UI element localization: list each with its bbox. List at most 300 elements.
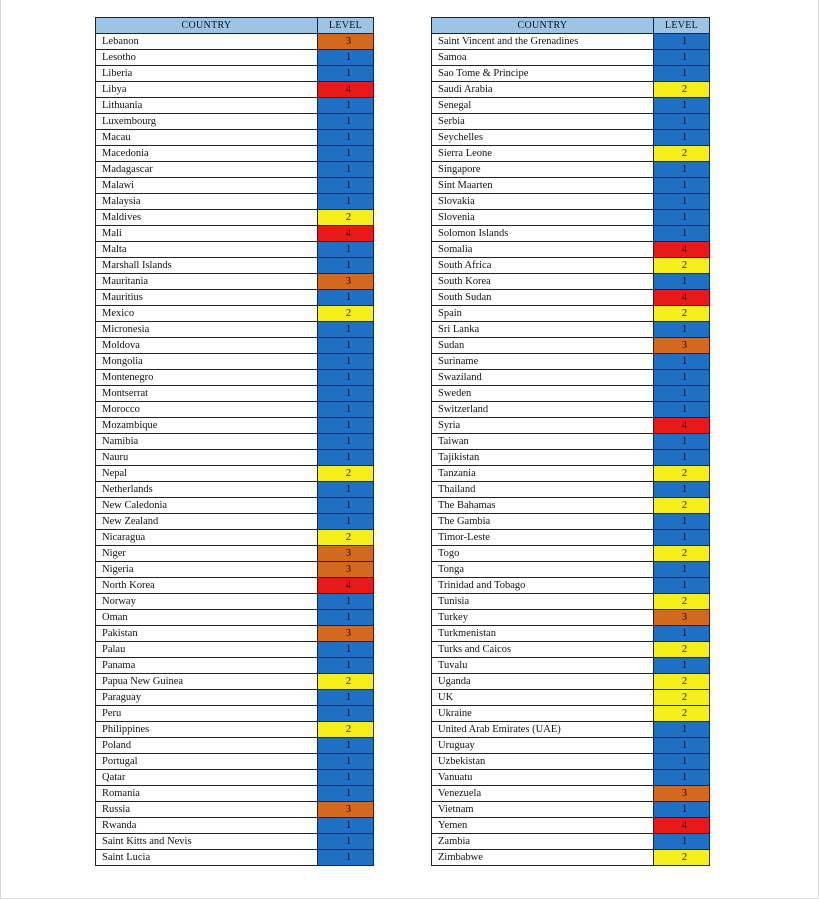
table-row (96, 786, 374, 802)
table-row (432, 482, 710, 498)
country-cell: Rwanda (96, 818, 318, 834)
table-row (432, 322, 710, 338)
level-cell: 2 (654, 690, 710, 706)
level-cell: 1 (654, 434, 710, 450)
level-cell: 1 (318, 594, 374, 610)
country-cell: Liberia (96, 66, 318, 82)
country-cell: Venezuela (432, 786, 654, 802)
country-cell: Namibia (96, 434, 318, 450)
table-row (96, 482, 374, 498)
table-row (432, 738, 710, 754)
table-row (432, 434, 710, 450)
level-cell: 1 (318, 98, 374, 114)
country-cell: Sudan (432, 338, 654, 354)
table-row (432, 66, 710, 82)
country-level-table-left (95, 17, 374, 866)
level-cell: 1 (318, 434, 374, 450)
table-row (432, 450, 710, 466)
country-cell: Suriname (432, 354, 654, 370)
level-column-header: LEVEL (318, 18, 374, 34)
level-cell: 1 (318, 482, 374, 498)
country-cell: North Korea (96, 578, 318, 594)
table-row (432, 498, 710, 514)
table-row (432, 626, 710, 642)
level-cell: 1 (318, 786, 374, 802)
table-row (432, 770, 710, 786)
country-cell: Marshall Islands (96, 258, 318, 274)
level-cell: 1 (318, 194, 374, 210)
table-row (432, 514, 710, 530)
table-row (432, 834, 710, 850)
table-row (432, 690, 710, 706)
level-cell: 2 (654, 594, 710, 610)
level-cell: 2 (318, 722, 374, 738)
country-level-table-right (431, 17, 710, 866)
country-cell: Malta (96, 242, 318, 258)
table-row (96, 802, 374, 818)
table-row (432, 370, 710, 386)
country-cell: Mozambique (96, 418, 318, 434)
table-row (96, 834, 374, 850)
country-cell: Saint Vincent and the Grenadines (432, 34, 654, 50)
level-cell: 1 (318, 850, 374, 866)
level-cell: 1 (318, 642, 374, 658)
country-cell: Mongolia (96, 354, 318, 370)
table-row (96, 498, 374, 514)
country-cell: Niger (96, 546, 318, 562)
level-cell: 1 (654, 322, 710, 338)
table-row (432, 338, 710, 354)
level-cell: 1 (654, 482, 710, 498)
country-cell: Nepal (96, 466, 318, 482)
table-row (96, 82, 374, 98)
table-row (96, 562, 374, 578)
level-cell: 1 (318, 658, 374, 674)
table-row (96, 754, 374, 770)
table-row (432, 82, 710, 98)
country-cell: New Zealand (96, 514, 318, 530)
country-cell: Russia (96, 802, 318, 818)
country-cell: Uzbekistan (432, 754, 654, 770)
country-cell: Lesotho (96, 50, 318, 66)
country-cell: Macau (96, 130, 318, 146)
level-cell: 1 (654, 658, 710, 674)
level-cell: 1 (318, 498, 374, 514)
country-cell: Saint Kitts and Nevis (96, 834, 318, 850)
table-row (96, 322, 374, 338)
country-cell: Tonga (432, 562, 654, 578)
level-cell: 2 (318, 530, 374, 546)
country-cell: Zambia (432, 834, 654, 850)
level-cell: 3 (318, 802, 374, 818)
level-cell: 1 (318, 690, 374, 706)
level-cell: 1 (654, 274, 710, 290)
level-cell: 3 (654, 338, 710, 354)
country-cell: Tunisia (432, 594, 654, 610)
country-cell: Portugal (96, 754, 318, 770)
country-cell: Zimbabwe (432, 850, 654, 866)
table-row (432, 722, 710, 738)
level-cell: 1 (654, 66, 710, 82)
level-cell: 1 (654, 178, 710, 194)
table-row (96, 402, 374, 418)
level-cell: 2 (654, 466, 710, 482)
level-cell: 1 (318, 354, 374, 370)
table-row (96, 674, 374, 690)
table-row (96, 610, 374, 626)
level-cell: 1 (654, 370, 710, 386)
level-cell: 1 (318, 754, 374, 770)
country-cell: Montserrat (96, 386, 318, 402)
level-cell: 1 (318, 706, 374, 722)
level-cell: 3 (318, 562, 374, 578)
table-row (96, 434, 374, 450)
country-cell: Turkey (432, 610, 654, 626)
level-cell: 1 (318, 834, 374, 850)
level-cell: 1 (318, 50, 374, 66)
level-cell: 4 (318, 578, 374, 594)
level-cell: 2 (654, 850, 710, 866)
country-cell: Netherlands (96, 482, 318, 498)
table-row (432, 306, 710, 322)
country-cell: South Korea (432, 274, 654, 290)
table-row (96, 290, 374, 306)
level-cell: 1 (654, 210, 710, 226)
table-row (96, 850, 374, 866)
table-row (96, 386, 374, 402)
table-row (96, 338, 374, 354)
table-row (96, 194, 374, 210)
level-cell: 1 (318, 738, 374, 754)
country-cell: Sint Maarten (432, 178, 654, 194)
country-cell: Serbia (432, 114, 654, 130)
level-cell: 1 (654, 226, 710, 242)
level-cell: 1 (318, 402, 374, 418)
level-cell: 1 (318, 418, 374, 434)
level-cell: 1 (318, 610, 374, 626)
level-cell: 1 (654, 194, 710, 210)
level-cell: 3 (318, 626, 374, 642)
country-cell: Uruguay (432, 738, 654, 754)
table-row (96, 594, 374, 610)
table-row (96, 738, 374, 754)
level-cell: 1 (318, 258, 374, 274)
table-row (96, 658, 374, 674)
country-cell: Palau (96, 642, 318, 658)
level-cell: 2 (318, 674, 374, 690)
table-row (432, 786, 710, 802)
table-row (432, 594, 710, 610)
table-row (96, 146, 374, 162)
table-row (432, 146, 710, 162)
table-row (96, 274, 374, 290)
level-cell: 1 (654, 402, 710, 418)
country-cell: Malaysia (96, 194, 318, 210)
table-row (96, 34, 374, 50)
country-cell: Montenegro (96, 370, 318, 386)
country-cell: Madagascar (96, 162, 318, 178)
country-cell: Somalia (432, 242, 654, 258)
country-cell: Swaziland (432, 370, 654, 386)
level-cell: 1 (654, 802, 710, 818)
table-row (96, 354, 374, 370)
level-cell: 2 (654, 146, 710, 162)
table-row (96, 178, 374, 194)
country-cell: Turks and Caicos (432, 642, 654, 658)
country-cell: Papua New Guinea (96, 674, 318, 690)
country-cell: Macedonia (96, 146, 318, 162)
country-cell: Nigeria (96, 562, 318, 578)
country-cell: Lithuania (96, 98, 318, 114)
country-cell: UK (432, 690, 654, 706)
country-cell: Paraguay (96, 690, 318, 706)
country-cell: Solomon Islands (432, 226, 654, 242)
level-cell: 1 (654, 514, 710, 530)
level-cell: 1 (654, 626, 710, 642)
table-row (432, 546, 710, 562)
table-row (96, 818, 374, 834)
table-body (432, 34, 710, 866)
table-row (432, 818, 710, 834)
level-cell: 1 (318, 338, 374, 354)
country-cell: Sweden (432, 386, 654, 402)
country-cell: Micronesia (96, 322, 318, 338)
level-cell: 2 (318, 306, 374, 322)
level-cell: 2 (654, 674, 710, 690)
level-cell: 1 (318, 66, 374, 82)
level-cell: 3 (318, 34, 374, 50)
level-cell: 1 (654, 162, 710, 178)
country-cell: Tuvalu (432, 658, 654, 674)
country-cell: The Gambia (432, 514, 654, 530)
country-cell: Mexico (96, 306, 318, 322)
country-cell: Pakistan (96, 626, 318, 642)
country-cell: Peru (96, 706, 318, 722)
table-row (432, 194, 710, 210)
table-row (96, 770, 374, 786)
country-cell: Uganda (432, 674, 654, 690)
level-cell: 1 (654, 834, 710, 850)
table-row (432, 850, 710, 866)
level-cell: 1 (654, 754, 710, 770)
table-row (96, 162, 374, 178)
level-cell: 1 (654, 386, 710, 402)
table-header-row (432, 18, 710, 34)
level-cell: 1 (318, 322, 374, 338)
table-row (96, 130, 374, 146)
table-row (96, 210, 374, 226)
level-cell: 1 (654, 770, 710, 786)
table-row (432, 258, 710, 274)
table-row (96, 66, 374, 82)
table-row (432, 354, 710, 370)
table-row (432, 178, 710, 194)
table-row (96, 514, 374, 530)
level-cell: 4 (654, 290, 710, 306)
table-row (96, 690, 374, 706)
level-cell: 1 (654, 114, 710, 130)
country-cell: Saudi Arabia (432, 82, 654, 98)
table-row (432, 210, 710, 226)
level-cell: 1 (318, 242, 374, 258)
level-cell: 2 (654, 642, 710, 658)
level-cell: 1 (654, 130, 710, 146)
level-cell: 4 (318, 82, 374, 98)
country-cell: Libya (96, 82, 318, 98)
table-row (96, 642, 374, 658)
level-cell: 2 (654, 706, 710, 722)
table-row (96, 530, 374, 546)
table-row (432, 34, 710, 50)
country-cell: New Caledonia (96, 498, 318, 514)
level-cell: 1 (318, 114, 374, 130)
country-cell: Nicaragua (96, 530, 318, 546)
level-cell: 2 (654, 498, 710, 514)
table-row (96, 706, 374, 722)
country-cell: Moldova (96, 338, 318, 354)
table-row (96, 722, 374, 738)
country-cell: South Sudan (432, 290, 654, 306)
table-row (96, 626, 374, 642)
level-cell: 4 (654, 242, 710, 258)
table-row (432, 610, 710, 626)
level-cell: 4 (318, 226, 374, 242)
table-row (432, 386, 710, 402)
level-cell: 1 (654, 530, 710, 546)
country-cell: Senegal (432, 98, 654, 114)
level-cell: 1 (654, 450, 710, 466)
country-cell: Mauritania (96, 274, 318, 290)
country-cell: Tajikistan (432, 450, 654, 466)
table-row (96, 242, 374, 258)
country-cell: The Bahamas (432, 498, 654, 514)
country-cell: Trinidad and Tobago (432, 578, 654, 594)
table-row (432, 658, 710, 674)
country-cell: Norway (96, 594, 318, 610)
level-cell: 1 (654, 34, 710, 50)
country-cell: Lebanon (96, 34, 318, 50)
country-cell: Romania (96, 786, 318, 802)
country-cell: Thailand (432, 482, 654, 498)
level-cell: 4 (654, 418, 710, 434)
table-body (96, 34, 374, 866)
table-row (432, 562, 710, 578)
level-cell: 3 (654, 786, 710, 802)
country-cell: Maldives (96, 210, 318, 226)
country-cell: United Arab Emirates (UAE) (432, 722, 654, 738)
country-cell: Tanzania (432, 466, 654, 482)
level-cell: 1 (318, 162, 374, 178)
country-cell: Vietnam (432, 802, 654, 818)
country-cell: South Africa (432, 258, 654, 274)
country-column-header: COUNTRY (96, 18, 318, 34)
table-row (432, 802, 710, 818)
level-cell: 2 (318, 210, 374, 226)
table-row (432, 642, 710, 658)
country-cell: Nauru (96, 450, 318, 466)
level-cell: 4 (654, 818, 710, 834)
level-cell: 1 (654, 50, 710, 66)
country-cell: Singapore (432, 162, 654, 178)
level-cell: 2 (654, 82, 710, 98)
table-row (432, 290, 710, 306)
country-cell: Sao Tome & Principe (432, 66, 654, 82)
level-cell: 2 (318, 466, 374, 482)
table-row (96, 450, 374, 466)
table-row (432, 674, 710, 690)
level-cell: 3 (654, 610, 710, 626)
table-row (432, 754, 710, 770)
level-cell: 1 (654, 578, 710, 594)
country-cell: Syria (432, 418, 654, 434)
level-cell: 1 (318, 178, 374, 194)
table-row (96, 466, 374, 482)
country-cell: Malawi (96, 178, 318, 194)
level-cell: 1 (654, 722, 710, 738)
country-column-header: COUNTRY (432, 18, 654, 34)
table-row (96, 370, 374, 386)
table-row (432, 130, 710, 146)
country-cell: Luxembourg (96, 114, 318, 130)
country-cell: Timor-Leste (432, 530, 654, 546)
level-cell: 1 (318, 770, 374, 786)
level-cell: 1 (318, 450, 374, 466)
country-cell: Panama (96, 658, 318, 674)
level-cell: 1 (318, 370, 374, 386)
table-row (96, 306, 374, 322)
table-row (96, 418, 374, 434)
country-cell: Saint Lucia (96, 850, 318, 866)
table-row (432, 98, 710, 114)
level-cell: 1 (654, 562, 710, 578)
table-row (432, 274, 710, 290)
country-cell: Morocco (96, 402, 318, 418)
country-cell: Slovakia (432, 194, 654, 210)
country-cell: Vanuatu (432, 770, 654, 786)
level-cell: 2 (654, 546, 710, 562)
table-row (432, 50, 710, 66)
table-row (432, 706, 710, 722)
table-row (96, 258, 374, 274)
country-cell: Mauritius (96, 290, 318, 306)
table-row (432, 162, 710, 178)
country-cell: Spain (432, 306, 654, 322)
country-cell: Switzerland (432, 402, 654, 418)
level-cell: 3 (318, 274, 374, 290)
table-row (432, 242, 710, 258)
country-cell: Yemen (432, 818, 654, 834)
level-column-header: LEVEL (654, 18, 710, 34)
level-cell: 1 (318, 514, 374, 530)
country-cell: Ukraine (432, 706, 654, 722)
level-cell: 1 (318, 130, 374, 146)
table-row (432, 466, 710, 482)
level-cell: 1 (318, 146, 374, 162)
table-row (96, 98, 374, 114)
table-row (96, 50, 374, 66)
country-cell: Sierra Leone (432, 146, 654, 162)
table-row (432, 578, 710, 594)
level-cell: 2 (654, 258, 710, 274)
country-cell: Seychelles (432, 130, 654, 146)
country-cell: Qatar (96, 770, 318, 786)
country-cell: Mali (96, 226, 318, 242)
table-row (432, 418, 710, 434)
table-row (96, 546, 374, 562)
country-cell: Sri Lanka (432, 322, 654, 338)
table-row (432, 530, 710, 546)
level-cell: 1 (654, 354, 710, 370)
